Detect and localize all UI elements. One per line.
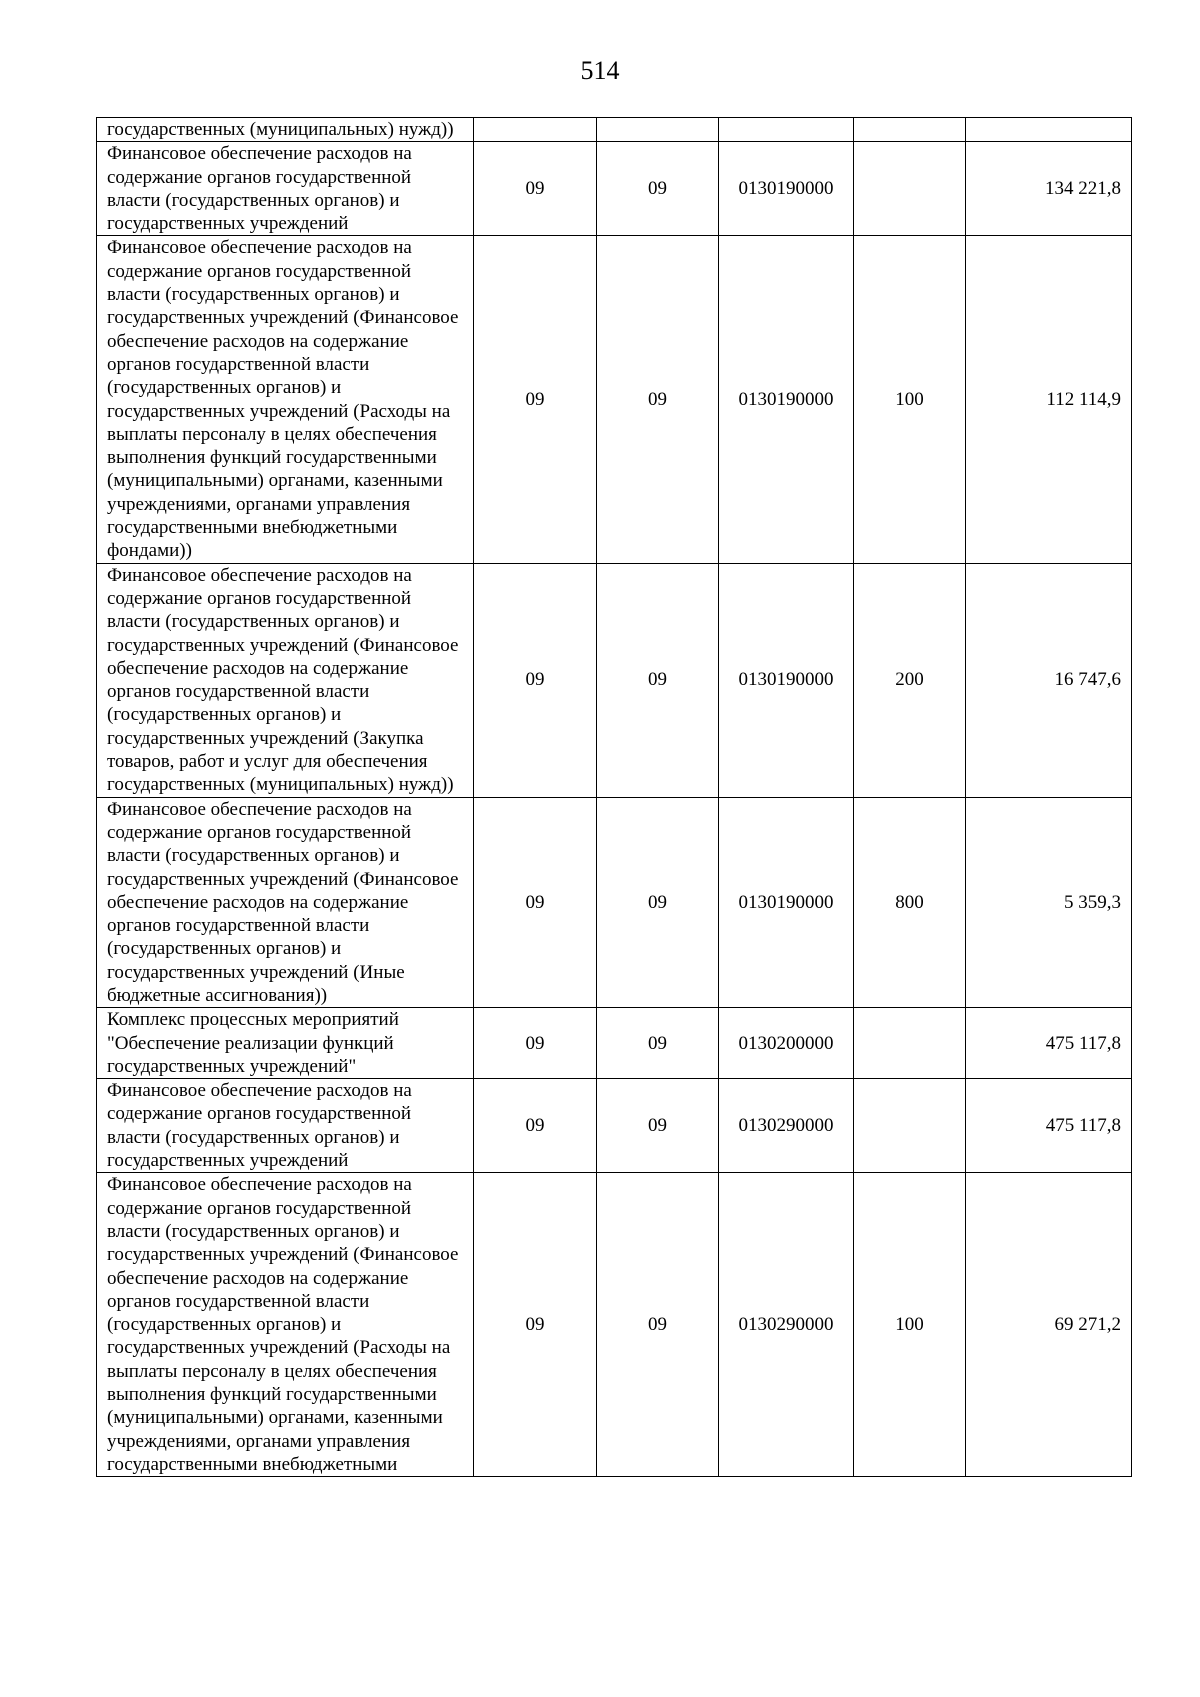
row-description: государственных (муниципальных) нужд)) — [97, 118, 474, 142]
row-expense-type-code: 100 — [854, 1173, 966, 1477]
row-expense-type-code: 200 — [854, 563, 966, 797]
row-expense-type-code: 100 — [854, 236, 966, 563]
row-amount: 134 221,8 — [966, 142, 1132, 236]
row-section-code: 09 — [474, 797, 597, 1008]
row-section-code: 09 — [474, 236, 597, 563]
row-description: Финансовое обеспечение расходов на содержание органов государственной власти (государственных органов) и государственных учреждений (Финансовое обеспечение расходов на содержание органов государственной власти (государственных органов) и государственных учреждений (Расходы на выплаты персоналу в целях обеспечения выполнения функций государственными (муниципальными) органами, казенными учреждениями, органами управления государственными внебюджетными — [97, 1173, 474, 1477]
table-row — [97, 236, 1132, 563]
row-target-item-code: 0130200000 — [719, 1008, 854, 1079]
table-row — [97, 1079, 1132, 1173]
row-subsection-code: 09 — [597, 563, 719, 797]
row-subsection-code: 09 — [597, 1008, 719, 1079]
budget-table — [96, 117, 1132, 1477]
row-expense-type-code — [854, 118, 966, 142]
row-description: Финансовое обеспечение расходов на содержание органов государственной власти (государственных органов) и государственных учреждений — [97, 142, 474, 236]
row-target-item-code — [719, 118, 854, 142]
row-section-code: 09 — [474, 1079, 597, 1173]
row-target-item-code: 0130190000 — [719, 563, 854, 797]
table-row — [97, 563, 1132, 797]
row-amount: 112 114,9 — [966, 236, 1132, 563]
row-section-code: 09 — [474, 563, 597, 797]
row-section-code: 09 — [474, 142, 597, 236]
table-row — [97, 1173, 1132, 1477]
table-row — [97, 118, 1132, 142]
row-description: Финансовое обеспечение расходов на содержание органов государственной власти (государственных органов) и государственных учреждений (Финансовое обеспечение расходов на содержание органов государственной власти (государственных органов) и государственных учреждений (Иные бюджетные ассигнования)) — [97, 797, 474, 1008]
row-section-code — [474, 118, 597, 142]
row-subsection-code: 09 — [597, 1173, 719, 1477]
page-number: 514 — [580, 56, 620, 85]
row-amount: 5 359,3 — [966, 797, 1132, 1008]
table-row — [97, 1008, 1132, 1079]
row-description: Финансовое обеспечение расходов на содержание органов государственной власти (государственных органов) и государственных учреждений (Финансовое обеспечение расходов на содержание органов государственной власти (государственных органов) и государственных учреждений (Закупка товаров, работ и услуг для обеспечения государственных (муниципальных) нужд)) — [97, 563, 474, 797]
row-subsection-code — [597, 118, 719, 142]
row-amount — [966, 118, 1132, 142]
row-amount: 475 117,8 — [966, 1079, 1132, 1173]
row-section-code: 09 — [474, 1008, 597, 1079]
row-target-item-code: 0130290000 — [719, 1173, 854, 1477]
row-subsection-code: 09 — [597, 797, 719, 1008]
row-amount: 69 271,2 — [966, 1173, 1132, 1477]
row-target-item-code: 0130190000 — [719, 236, 854, 563]
row-subsection-code: 09 — [597, 142, 719, 236]
row-subsection-code: 09 — [597, 236, 719, 563]
row-expense-type-code — [854, 1008, 966, 1079]
row-expense-type-code — [854, 142, 966, 236]
row-target-item-code: 0130190000 — [719, 797, 854, 1008]
table-row — [97, 797, 1132, 1008]
row-section-code: 09 — [474, 1173, 597, 1477]
table-row — [97, 142, 1132, 236]
row-description: Финансовое обеспечение расходов на содержание органов государственной власти (государственных органов) и государственных учреждений — [97, 1079, 474, 1173]
row-description: Финансовое обеспечение расходов на содержание органов государственной власти (государственных органов) и государственных учреждений (Финансовое обеспечение расходов на содержание органов государственной власти (государственных органов) и государственных учреждений (Расходы на выплаты персоналу в целях обеспечения выполнения функций государственными (муниципальными) органами, казенными учреждениями, органами управления государственными внебюджетными фондами)) — [97, 236, 474, 563]
row-target-item-code: 0130190000 — [719, 142, 854, 236]
row-subsection-code: 09 — [597, 1079, 719, 1173]
row-description: Комплекс процессных мероприятий "Обеспечение реализации функций государственных учреждений" — [97, 1008, 474, 1079]
row-expense-type-code: 800 — [854, 797, 966, 1008]
row-amount: 16 747,6 — [966, 563, 1132, 797]
row-target-item-code: 0130290000 — [719, 1079, 854, 1173]
row-expense-type-code — [854, 1079, 966, 1173]
row-amount: 475 117,8 — [966, 1008, 1132, 1079]
